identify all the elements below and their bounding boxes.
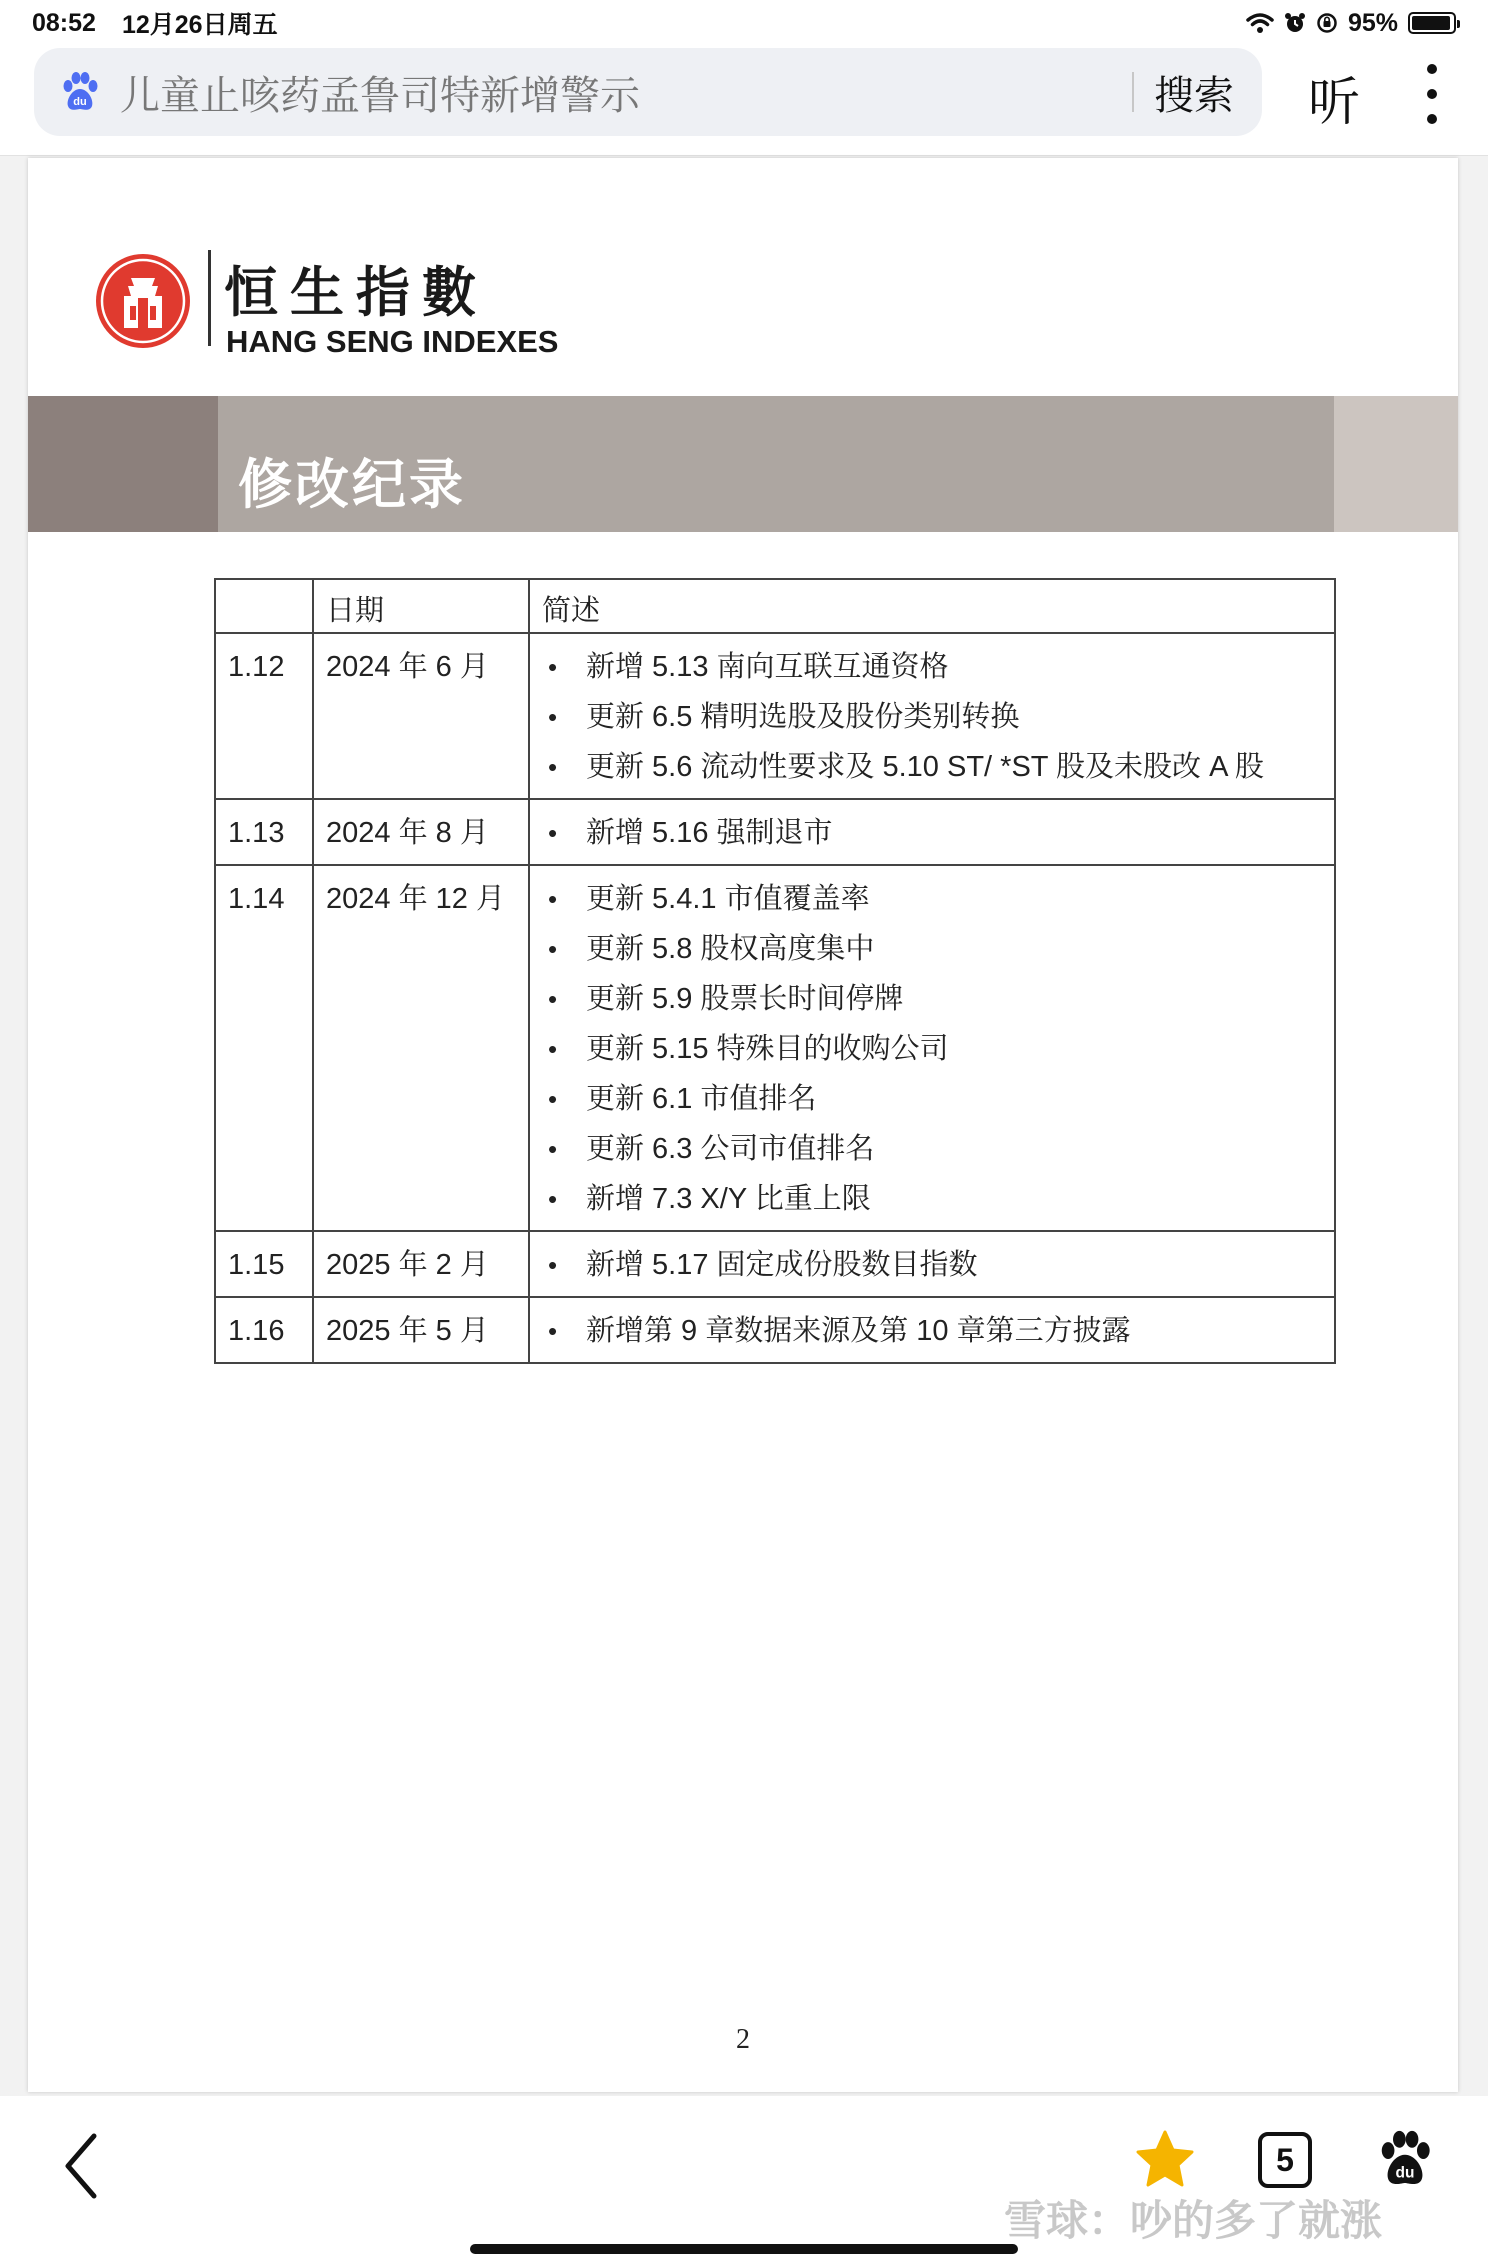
cell-version: 1.12	[215, 633, 313, 799]
hang-seng-emblem-icon	[94, 252, 192, 350]
summary-item: • 更新 6.5 精明选股及股份类别转换	[542, 692, 1322, 742]
summary-item: • 新增 5.13 南向互联互通资格	[542, 642, 1322, 692]
table-row	[215, 633, 1335, 799]
status-date: 12月26日周五	[121, 11, 278, 39]
status-bar	[0, 0, 1488, 46]
battery-icon	[1408, 12, 1456, 34]
banner-left-block	[28, 396, 218, 532]
more-vertical-icon[interactable]	[1420, 64, 1444, 124]
search-box[interactable]	[34, 48, 1262, 136]
orientation-lock-icon	[1316, 12, 1338, 34]
cell-version: 1.14	[215, 865, 313, 1231]
summary-item: • 新增 5.17 固定成份股数目指数	[542, 1240, 1322, 1290]
cell-date: 2025 年 5 月	[313, 1297, 529, 1363]
cell-date: 2025 年 2 月	[313, 1231, 529, 1297]
back-chevron-icon[interactable]	[50, 2126, 110, 2206]
summary-item: • 更新 5.15 特殊目的收购公司	[542, 1024, 1322, 1074]
baidu-paw-icon[interactable]	[1374, 2128, 1436, 2190]
section-title: 修改纪录	[238, 455, 466, 515]
svg-text:du: du	[1395, 2164, 1415, 2182]
alarm-icon	[1284, 12, 1306, 34]
summary-list	[542, 874, 1322, 1224]
watermark-text: 雪球：吵的多了就涨	[1004, 2197, 1383, 2244]
table-row	[215, 1231, 1335, 1297]
status-time: 08:52	[32, 8, 96, 37]
cell-summary	[529, 633, 1335, 799]
search-input[interactable]: 儿童止咳药孟鲁司特新增警示	[120, 73, 640, 118]
cell-date: 2024 年 8 月	[313, 799, 529, 865]
cell-summary	[529, 865, 1335, 1231]
header-date: 日期	[313, 579, 529, 633]
battery-percent: 95%	[1347, 8, 1398, 37]
cell-summary	[529, 799, 1335, 865]
summary-item: • 更新 6.3 公司市值排名	[542, 1124, 1322, 1174]
star-icon[interactable]	[1134, 2128, 1196, 2190]
status-indicators	[1246, 9, 1456, 38]
table-row	[215, 1297, 1335, 1363]
banner-right-block	[1334, 396, 1458, 532]
cell-date: 2024 年 6 月	[313, 633, 529, 799]
bottom-nav-bar	[0, 2096, 1488, 2266]
wifi-icon	[1246, 12, 1274, 34]
logo-name-en: HANG SENG INDEXES	[226, 324, 559, 359]
summary-item: • 更新 5.9 股票长时间停牌	[542, 974, 1322, 1024]
battery-fill	[1412, 16, 1450, 30]
page-number: 2	[736, 2024, 750, 2055]
baidu-paw-icon	[58, 70, 102, 114]
summary-item: • 更新 5.8 股权高度集中	[542, 924, 1322, 974]
cell-summary	[529, 1231, 1335, 1297]
cell-version: 1.15	[215, 1231, 313, 1297]
summary-item: • 更新 5.4.1 市值覆盖率	[542, 874, 1322, 924]
cell-summary	[529, 1297, 1335, 1363]
table-header-row	[215, 579, 1335, 633]
search-divider	[1132, 72, 1134, 112]
summary-list	[542, 808, 1322, 858]
summary-item: • 新增 7.3 X/Y 比重上限	[542, 1174, 1322, 1224]
search-button[interactable]: 搜索	[1154, 73, 1234, 118]
revision-table	[214, 578, 1336, 1364]
summary-item: • 新增第 9 章数据来源及第 10 章第三方披露	[542, 1306, 1322, 1356]
tab-count: 5	[1276, 2141, 1294, 2178]
summary-item: • 更新 5.6 流动性要求及 5.10 ST/ *ST 股及未股改 A 股	[542, 742, 1322, 792]
summary-item: • 新增 5.16 强制退市	[542, 808, 1322, 858]
logo-name-cn: 恒生指數	[224, 260, 488, 324]
header-version	[215, 579, 313, 633]
hang-seng-logo	[94, 250, 634, 360]
browser-toolbar	[0, 46, 1488, 156]
document-page	[28, 158, 1458, 2092]
logo-separator	[208, 250, 211, 346]
table-row	[215, 865, 1335, 1231]
summary-list	[542, 1306, 1322, 1356]
section-banner	[28, 396, 1458, 532]
header-summary: 简述	[529, 579, 1335, 633]
tabs-icon[interactable]	[1258, 2132, 1312, 2188]
listen-button[interactable]: 听	[1308, 74, 1361, 132]
summary-list	[542, 642, 1322, 792]
cell-version: 1.16	[215, 1297, 313, 1363]
summary-item: • 更新 6.1 市值排名	[542, 1074, 1322, 1124]
svg-text:du: du	[73, 96, 87, 108]
summary-list	[542, 1240, 1322, 1290]
cell-date: 2024 年 12 月	[313, 865, 529, 1231]
cell-version: 1.13	[215, 799, 313, 865]
table-row	[215, 799, 1335, 865]
home-indicator[interactable]	[470, 2244, 1018, 2254]
